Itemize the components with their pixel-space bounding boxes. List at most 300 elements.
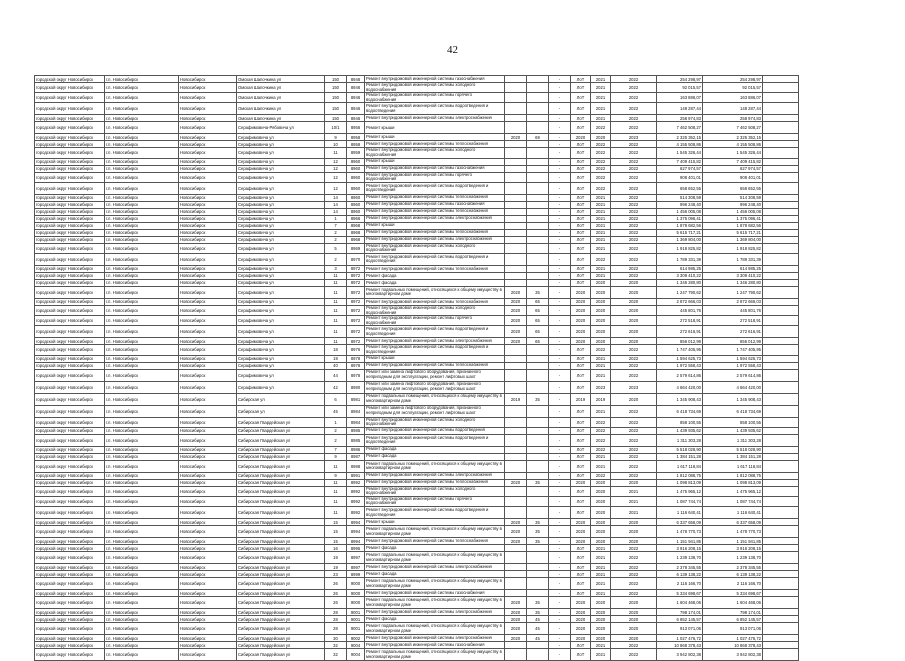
cell-house: 28 xyxy=(325,609,347,616)
cell-id: 9001 xyxy=(347,616,365,623)
cell-from: ЛоТ xyxy=(571,590,591,597)
cell-total: 272 616,91 xyxy=(703,326,763,338)
cell-street: Сибирская ул xyxy=(237,405,325,417)
cell-settlement: г.п. Новосибирск xyxy=(105,222,179,229)
cell-street: Омская Шапочкина ул xyxy=(237,103,325,115)
cell-settlement: г.п. Новосибирск xyxy=(105,298,179,305)
cell-empty xyxy=(763,434,799,446)
cell-street: Сибирская Гвардейская ул xyxy=(237,609,325,616)
cell-house: 40 xyxy=(325,362,347,369)
cell-cost: 1 384 151,28 xyxy=(657,453,703,460)
table-row xyxy=(35,158,799,165)
cell-from: ЛоТ xyxy=(571,369,591,381)
cell-settlement: г.п. Новосибирск xyxy=(105,446,179,453)
cell-cost: 6 337 658,09 xyxy=(657,519,703,526)
cell-street: Серафимовича ул xyxy=(237,316,325,326)
cell-district: Новосибирск xyxy=(179,417,237,427)
cell-wear xyxy=(527,103,549,115)
cell-work: Ремонт или замена лифтового оборудования, признанного непригодным для эксплуатации, ремонт лифтовых шахт xyxy=(365,381,505,393)
cell-settlement: г.п. Новосибирск xyxy=(105,215,179,222)
cell-street: Сибирская Гвардейская ул xyxy=(237,590,325,597)
cell-dash: - xyxy=(549,208,571,215)
cell-cost: 1 098 813,09 xyxy=(657,479,703,486)
cell-end: 2020 xyxy=(611,326,657,338)
cell-settlement: г.п. Новосибирск xyxy=(105,616,179,623)
cell-total: 1 375 096,41 xyxy=(703,215,763,222)
cell-city: городской округ Новосибирск xyxy=(35,172,105,182)
cell-from: ЛоТ xyxy=(571,649,591,661)
cell-total: 2 325 352,15 xyxy=(703,134,763,141)
cell-settlement: г.п. Новосибирск xyxy=(105,316,179,326)
cell-cost: 627 974,57 xyxy=(657,165,703,172)
cell-wear: 35 xyxy=(527,526,549,538)
cell-start: 2021 xyxy=(591,208,611,215)
cell-end: 2022 xyxy=(611,362,657,369)
cell-city: городской округ Новосибирск xyxy=(35,460,105,472)
cell-cost: 3 942 802,38 xyxy=(657,649,703,661)
cell-empty xyxy=(763,635,799,642)
cell-empty xyxy=(763,134,799,141)
cell-work: Ремонт внутридомовой инженерной системы холодного водоснабжения xyxy=(365,148,505,158)
cell-empty xyxy=(763,597,799,609)
cell-street: Серафимовича ул xyxy=(237,369,325,381)
cell-end: 2020 xyxy=(611,616,657,623)
cell-total: 1 747 405,95 xyxy=(703,345,763,355)
cell-street: Сибирская Гвардейская ул xyxy=(237,472,325,479)
cell-settlement: г.п. Новосибирск xyxy=(105,507,179,519)
cell-house: 150 xyxy=(325,83,347,93)
cell-city: городской округ Новосибирск xyxy=(35,369,105,381)
cell-cost: 1 478 770,73 xyxy=(657,526,703,538)
cell-dash: - xyxy=(549,446,571,453)
cell-settlement: г.п. Новосибирск xyxy=(105,122,179,134)
cell-from: 2020 xyxy=(571,479,591,486)
table-row xyxy=(35,208,799,215)
cell-end: 2020 xyxy=(611,597,657,609)
cell-street: Серафимовича ул xyxy=(237,141,325,148)
cell-city: городской округ Новосибирск xyxy=(35,590,105,597)
cell-work: Ремонт внутридомовой инженерной системы газоснабжения xyxy=(365,590,505,597)
cell-street: Сибирская Гвардейская ул xyxy=(237,434,325,446)
cell-house: 5 xyxy=(325,243,347,253)
cell-work: Ремонт внутридомовой инженерной системы электроснабжения xyxy=(365,609,505,616)
table-row xyxy=(35,642,799,649)
cell-house: 19 xyxy=(325,552,347,564)
cell-id: 9001 xyxy=(347,623,365,635)
table-row xyxy=(35,434,799,446)
cell-total: 2 116 166,70 xyxy=(703,578,763,590)
cell-from: 2020 xyxy=(571,597,591,609)
cell-year-plan: 2020 xyxy=(505,286,527,298)
cell-cost: 1 375 096,41 xyxy=(657,215,703,222)
cell-street: Серафимовича ул xyxy=(237,158,325,165)
table-row xyxy=(35,83,799,93)
cell-id: 8995 xyxy=(347,545,365,552)
cell-street: Сибирская Гвардейская ул xyxy=(237,453,325,460)
cell-house: 2 xyxy=(325,253,347,265)
cell-dash: - xyxy=(549,103,571,115)
cell-id: 8960 xyxy=(347,194,365,201)
cell-year-plan xyxy=(505,571,527,578)
cell-house: 150 xyxy=(325,115,347,122)
cell-id: 8960 xyxy=(347,201,365,208)
cell-street: Сибирская Гвардейская ул xyxy=(237,545,325,552)
cell-id: 8999 xyxy=(347,571,365,578)
cell-total: 4 155 508,86 xyxy=(703,141,763,148)
cell-year-plan xyxy=(505,222,527,229)
cell-empty xyxy=(763,649,799,661)
cell-house: 150 xyxy=(325,76,347,83)
cell-year-plan xyxy=(505,590,527,597)
cell-district: Новосибирск xyxy=(179,103,237,115)
cell-district: Новосибирск xyxy=(179,208,237,215)
cell-street: Сибирская ул xyxy=(237,393,325,405)
cell-total: 3 942 802,38 xyxy=(703,649,763,661)
cell-wear xyxy=(527,496,549,506)
cell-city: городской округ Новосибирск xyxy=(35,76,105,83)
cell-from: ЛоТ xyxy=(571,279,591,286)
cell-start: 2021 xyxy=(591,564,611,571)
cell-house: 32 xyxy=(325,649,347,661)
cell-house: 6 xyxy=(325,393,347,405)
cell-end: 2022 xyxy=(611,165,657,172)
cell-dash: - xyxy=(549,316,571,326)
cell-start: 2021 xyxy=(591,265,611,272)
cell-cost: 1 594 625,73 xyxy=(657,355,703,362)
cell-house: 28 xyxy=(325,623,347,635)
cell-end: 2020 xyxy=(611,479,657,486)
cell-start: 2020 xyxy=(591,316,611,326)
cell-cost: 445 801,76 xyxy=(657,305,703,315)
cell-start: 2021 xyxy=(591,355,611,362)
cell-work: Ремонт внутридомовой инженерной системы газоснабжения xyxy=(365,642,505,649)
cell-city: городской округ Новосибирск xyxy=(35,272,105,279)
cell-id: 8946 xyxy=(347,115,365,122)
cell-start: 2023 xyxy=(591,381,611,393)
cell-cost: 856 012,99 xyxy=(657,338,703,345)
cell-from: ЛоТ xyxy=(571,148,591,158)
cell-settlement: г.п. Новосибирск xyxy=(105,381,179,393)
cell-dash: - xyxy=(549,76,571,83)
cell-settlement: г.п. Новосибирск xyxy=(105,265,179,272)
cell-total: 5 518 028,90 xyxy=(703,446,763,453)
cell-id: 8968 xyxy=(347,236,365,243)
cell-work: Ремонт крыши xyxy=(365,122,505,134)
table-row xyxy=(35,590,799,597)
cell-settlement: г.п. Новосибирск xyxy=(105,158,179,165)
cell-start: 2020 xyxy=(591,526,611,538)
cell-from: ЛоТ xyxy=(571,222,591,229)
cell-total: 1 116 640,41 xyxy=(703,507,763,519)
cell-city: городской округ Новосибирск xyxy=(35,134,105,141)
cell-dash: - xyxy=(549,405,571,417)
cell-district: Новосибирск xyxy=(179,590,237,597)
cell-from: ЛоТ xyxy=(571,453,591,460)
cell-wear: 65 xyxy=(527,316,549,326)
cell-id: 8978 xyxy=(347,362,365,369)
cell-work: Ремонт подвальных помещений, относящихся к общему имуществу в многоквартирном доме xyxy=(365,649,505,661)
cell-wear xyxy=(527,369,549,381)
cell-total: 908 401,01 xyxy=(703,172,763,182)
cell-total: 913 071,06 xyxy=(703,623,763,635)
cell-start: 2021 xyxy=(591,115,611,122)
cell-empty xyxy=(763,345,799,355)
cell-empty xyxy=(763,194,799,201)
cell-street: Сибирская Гвардейская ул xyxy=(237,578,325,590)
cell-end: 2022 xyxy=(611,649,657,661)
cell-empty xyxy=(763,472,799,479)
cell-from: 2020 xyxy=(571,338,591,345)
cell-end: 2022 xyxy=(611,272,657,279)
cell-house: 30 xyxy=(325,635,347,642)
cell-city: городской округ Новосибирск xyxy=(35,496,105,506)
cell-district: Новосибирск xyxy=(179,316,237,326)
cell-district: Новосибирск xyxy=(179,597,237,609)
cell-from: 2020 xyxy=(571,326,591,338)
table-row xyxy=(35,496,799,506)
cell-house: 11 xyxy=(325,507,347,519)
table-row xyxy=(35,286,799,298)
cell-dash: - xyxy=(549,460,571,472)
cell-street: Серафимовича ул xyxy=(237,355,325,362)
table-row xyxy=(35,103,799,115)
cell-street: Серафимовича ул xyxy=(237,165,325,172)
cell-wear xyxy=(527,417,549,427)
cell-from: ЛоТ xyxy=(571,405,591,417)
cell-from: ЛоТ xyxy=(571,165,591,172)
cell-from: 2020 xyxy=(571,609,591,616)
cell-year-plan xyxy=(505,122,527,134)
cell-work: Ремонт внутридомовой инженерной системы теплоснабжения xyxy=(365,194,505,201)
cell-dash: - xyxy=(549,393,571,405)
cell-total: 6 418 734,69 xyxy=(703,405,763,417)
cell-dash: - xyxy=(549,194,571,201)
cell-district: Новосибирск xyxy=(179,326,237,338)
cell-house: 9 xyxy=(325,472,347,479)
cell-work: Ремонт внутридомовой инженерной системы горячего водоснабжения xyxy=(365,316,505,326)
cell-wear xyxy=(527,222,549,229)
cell-wear xyxy=(527,83,549,93)
cell-year-plan xyxy=(505,236,527,243)
cell-cost: 1 972 558,43 xyxy=(657,362,703,369)
cell-from: ЛоТ xyxy=(571,417,591,427)
cell-street: Серафимовича-Рябовича ул xyxy=(237,122,325,134)
cell-settlement: г.п. Новосибирск xyxy=(105,538,179,545)
cell-cost: 7 409 415,82 xyxy=(657,158,703,165)
cell-end: 2020 xyxy=(611,526,657,538)
cell-district: Новосибирск xyxy=(179,148,237,158)
cell-id: 8976 xyxy=(347,345,365,355)
cell-from: ЛоТ xyxy=(571,381,591,393)
cell-wear xyxy=(527,362,549,369)
cell-empty xyxy=(763,479,799,486)
cell-dash: - xyxy=(549,486,571,496)
cell-work: Ремонт внутридомовой инженерной системы газоснабжения xyxy=(365,165,505,172)
cell-year-plan: 2020 xyxy=(505,338,527,345)
cell-end: 2022 xyxy=(611,93,657,103)
cell-end: 2022 xyxy=(611,194,657,201)
cell-house: 2 xyxy=(325,434,347,446)
cell-district: Новосибирск xyxy=(179,369,237,381)
cell-settlement: г.п. Новосибирск xyxy=(105,417,179,427)
cell-wear xyxy=(527,158,549,165)
cell-district: Новосибирск xyxy=(179,519,237,526)
cell-year-plan xyxy=(505,417,527,427)
cell-total: 272 518,91 xyxy=(703,316,763,326)
cell-year-plan xyxy=(505,472,527,479)
cell-total: 1 369 804,00 xyxy=(703,236,763,243)
cell-end: 2022 xyxy=(611,115,657,122)
cell-house: 11 xyxy=(325,496,347,506)
cell-cost: 1 475 965,12 xyxy=(657,486,703,496)
cell-id: 8978 xyxy=(347,355,365,362)
cell-wear xyxy=(527,229,549,236)
cell-total: 514 308,59 xyxy=(703,194,763,201)
cell-dash: - xyxy=(549,590,571,597)
cell-work: Ремонт внутридомовой инженерной системы холодного водоснабжения xyxy=(365,83,505,93)
cell-wear: 35 xyxy=(527,538,549,545)
cell-end: 2022 xyxy=(611,552,657,564)
cell-year-plan xyxy=(505,486,527,496)
cell-year-plan xyxy=(505,405,527,417)
cell-district: Новосибирск xyxy=(179,194,237,201)
cell-settlement: г.п. Новосибирск xyxy=(105,305,179,315)
cell-end: 2022 xyxy=(611,453,657,460)
cell-district: Новосибирск xyxy=(179,141,237,148)
cell-district: Новосибирск xyxy=(179,201,237,208)
cell-dash: - xyxy=(549,345,571,355)
cell-cost: 614 985,25 xyxy=(657,265,703,272)
cell-district: Новосибирск xyxy=(179,279,237,286)
cell-end: 2021 xyxy=(611,507,657,519)
cell-from: ЛоТ xyxy=(571,545,591,552)
cell-empty xyxy=(763,265,799,272)
cell-dash: - xyxy=(549,172,571,182)
cell-settlement: г.п. Новосибирск xyxy=(105,405,179,417)
cell-start: 2020 xyxy=(591,519,611,526)
cell-year-plan xyxy=(505,446,527,453)
cell-id: 8969 xyxy=(347,243,365,253)
cell-city: городской округ Новосибирск xyxy=(35,479,105,486)
table-row xyxy=(35,141,799,148)
cell-city: городской округ Новосибирск xyxy=(35,355,105,362)
cell-empty xyxy=(763,405,799,417)
cell-city: городской округ Новосибирск xyxy=(35,215,105,222)
cell-year-plan xyxy=(505,552,527,564)
cell-id: 8988 xyxy=(347,460,365,472)
cell-end: 2022 xyxy=(611,472,657,479)
cell-year-plan xyxy=(505,564,527,571)
cell-start: 2020 xyxy=(591,616,611,623)
cell-empty xyxy=(763,355,799,362)
cell-city: городской округ Новосибирск xyxy=(35,236,105,243)
table-row xyxy=(35,609,799,616)
cell-wear xyxy=(527,453,549,460)
table-row xyxy=(35,122,799,134)
table-row xyxy=(35,427,799,434)
cell-settlement: г.п. Новосибирск xyxy=(105,229,179,236)
cell-end: 2020 xyxy=(611,298,657,305)
cell-settlement: г.п. Новосибирск xyxy=(105,393,179,405)
cell-empty xyxy=(763,642,799,649)
cell-cost: 1 239 138,70 xyxy=(657,552,703,564)
cell-work: Ремонт фасада xyxy=(365,279,505,286)
cell-wear xyxy=(527,182,549,194)
cell-from: ЛоТ xyxy=(571,215,591,222)
cell-cost: 2 579 614,86 xyxy=(657,369,703,381)
cell-end: 2022 xyxy=(611,571,657,578)
cell-empty xyxy=(763,545,799,552)
cell-city: городской округ Новосибирск xyxy=(35,253,105,265)
cell-wear: 69 xyxy=(527,134,549,141)
table-row xyxy=(35,649,799,661)
cell-cost: 1 456 005,08 xyxy=(657,208,703,215)
cell-house: 15 xyxy=(325,526,347,538)
cell-settlement: г.п. Новосибирск xyxy=(105,148,179,158)
cell-street: Серафимовича ул xyxy=(237,222,325,229)
cell-start: 2021 xyxy=(591,453,611,460)
cell-id: 8994 xyxy=(347,526,365,538)
cell-house: 10/1 xyxy=(325,122,347,134)
cell-end: 2022 xyxy=(611,172,657,182)
cell-year-plan xyxy=(505,243,527,253)
cell-id: 8972 xyxy=(347,279,365,286)
cell-city: городской округ Новосибирск xyxy=(35,305,105,315)
cell-empty xyxy=(763,590,799,597)
cell-settlement: г.п. Новосибирск xyxy=(105,635,179,642)
cell-city: городской округ Новосибирск xyxy=(35,609,105,616)
cell-house: 11 xyxy=(325,148,347,158)
cell-total: 1 812 088,75 xyxy=(703,472,763,479)
cell-total: 1 972 558,43 xyxy=(703,362,763,369)
table-row xyxy=(35,616,799,623)
cell-year-plan xyxy=(505,381,527,393)
cell-street: Омская Шапочкина ул xyxy=(237,83,325,93)
table-row xyxy=(35,201,799,208)
cell-start: 2021 xyxy=(591,649,611,661)
cell-year-plan xyxy=(505,427,527,434)
cell-district: Новосибирск xyxy=(179,486,237,496)
table-row xyxy=(35,460,799,472)
cell-dash: - xyxy=(549,616,571,623)
cell-work: Ремонт внутридомовой инженерной системы горячего водоснабжения xyxy=(365,496,505,506)
cell-total: 2 579 614,86 xyxy=(703,369,763,381)
cell-house: 15 xyxy=(325,538,347,545)
cell-city: городской округ Новосибирск xyxy=(35,298,105,305)
cell-end: 2022 xyxy=(611,545,657,552)
table-row xyxy=(35,182,799,194)
cell-city: городской округ Новосибирск xyxy=(35,507,105,519)
cell-house: 15 xyxy=(325,519,347,526)
cell-dash: - xyxy=(549,545,571,552)
cell-from: ЛоТ xyxy=(571,571,591,578)
cell-wear: 35 xyxy=(527,393,549,405)
cell-total: 7 409 415,82 xyxy=(703,158,763,165)
cell-district: Новосибирск xyxy=(179,158,237,165)
cell-cost: 6 139 138,22 xyxy=(657,571,703,578)
cell-start: 2021 xyxy=(591,236,611,243)
cell-dash: - xyxy=(549,571,571,578)
cell-empty xyxy=(763,172,799,182)
cell-house: 1 xyxy=(325,215,347,222)
cell-total: 1 346 280,80 xyxy=(703,279,763,286)
cell-total: 1 545 326,44 xyxy=(703,148,763,158)
cell-city: городской округ Новосибирск xyxy=(35,472,105,479)
cell-start: 2022 xyxy=(591,158,611,165)
cell-from: ЛоТ xyxy=(571,434,591,446)
cell-house: 19 xyxy=(325,564,347,571)
cell-total: 3 916 208,15 xyxy=(703,545,763,552)
